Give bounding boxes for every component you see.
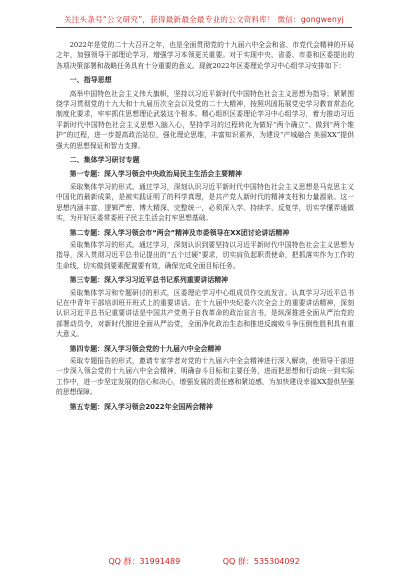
document-body [56,40,354,414]
topic-3-title: 第三专题：深入学习习近平总书记系列重要讲话精神 [69,276,229,285]
topic-3-body: 采取集体学习和专题研讨的形式，区委理论学习中心组成员作交流发言。认真学习习近平总书记在中青年干部培训班开班式上的重要讲话。在十九届中央纪委六次全会上的重要讲话精神，深刻认识习近平总书记重要讲话是中国共产党勇于自我革命的政治宣言书，是纵深推进全面从严治党的部署动员令，对新时代推进全面从严治党，全面净化政治生态和推进反腐败斗争压倒性胜利具有重大意义。 [56,288,354,339]
header-divider [56,27,352,28]
guiding-ideology-paragraph: 高举中国特色社会主义伟大旗帜，坚持以习近平新时代中国特色社会主义思想为指导；紧紧围绕学习贯彻党的十九大和十九届历次全会以及党的二十大精神，按照巩固拓展党史学习教育常态化制度化要求，牢牢抓住思想理论武装这个根本。精心组织区委理论学习中心组学习，着力推动习近平新时代中国特色社会主义思想入脑入心，坚持学习的过程转化为做好“两个确立”、做到“两个维护”的过程，进一步提高政治站位，强化理论思维，丰富知识素养，为建设“产城融合 美丽XX”提供强大的思想保证和智力支撑。 [56,89,354,150]
section-heading-guiding-ideology: 一、指导思想 [69,76,112,85]
intro-paragraph: 2022年是党的二十大召开之年，也是全面贯彻党的十九届六中全会和省、市党代会精神的开局之年，加强领导干部理论学习、增强学习本领更关重要。对于实现中央、省委、市委和区委提出的各项决策部署和战略任务具有十分重要的意义。现就2022年区委理论学习中心组学习安排如下： [56,41,354,70]
topic-1-title: 第一专题：深入学习领会中央政治局民主生活会主要精神 [69,170,242,179]
topic-2-title: 第二专题：深入学习领会市“两会”精神及市委领导在XX团讨论讲话精神 [69,228,290,237]
footer-qq-group-1: QQ 群：31991489 [108,557,181,566]
topic-4-title: 第四专题：深入学习领会党的十九届六中全会精神 [69,344,222,353]
topic-2-body: 采取集体学习的形式。通过学习，深刻认识到要坚持以习近平新时代中国特色社会主义思想为指导，深入贯彻习近平总书记提出的“五个过硬”要求，切实肩负起职责使命，把抓落实作为工作的生命线，切实做到要素配置要有效，确保完成全面目标任务。 [56,240,354,270]
footer-qq-group-2: QQ 群：535304092 [222,557,300,566]
topic-1-body: 采取集体学习的形式。通过学习，深刻认识习近平新时代中国特色社会主义思想是马克思主义中国化的最新成果，是被实践证明了的科学真理，是共产党人新时代的精神支柱和力量源泉。这一思想内涵丰富、逻辑严密、博大精深、完整统一，必须深入学、持续学、反复学，切实学懂弄通做实，为开好区委常委班子民主生活会打牢思想基础。 [56,182,354,223]
footer-contact [0,556,408,567]
section-heading-study-topics: 二、集体学习研讨专题 [69,156,140,165]
topic-5-title: 第五专题：深入学习领会2022年全国两会精神 [69,402,213,411]
topic-4-body: 采取专题报告的形式，邀请专家学者对党的十九届六中全会精神进行深入解读，使领导干部进一步深入领会党的十九届六中全会精神，明确奋斗目标和主要任务，进而把思想和行动统一到实际工作中，进一步坚定发展的信心和决心，增强发展的责任感和紧迫感，为加快建设幸福XX提供坚强的思想保障。 [56,356,354,397]
header-banner: 关注头条号“公文研究”，获得最新最全最专业的公文资料库！ 微信：gongwenyj [63,15,345,24]
